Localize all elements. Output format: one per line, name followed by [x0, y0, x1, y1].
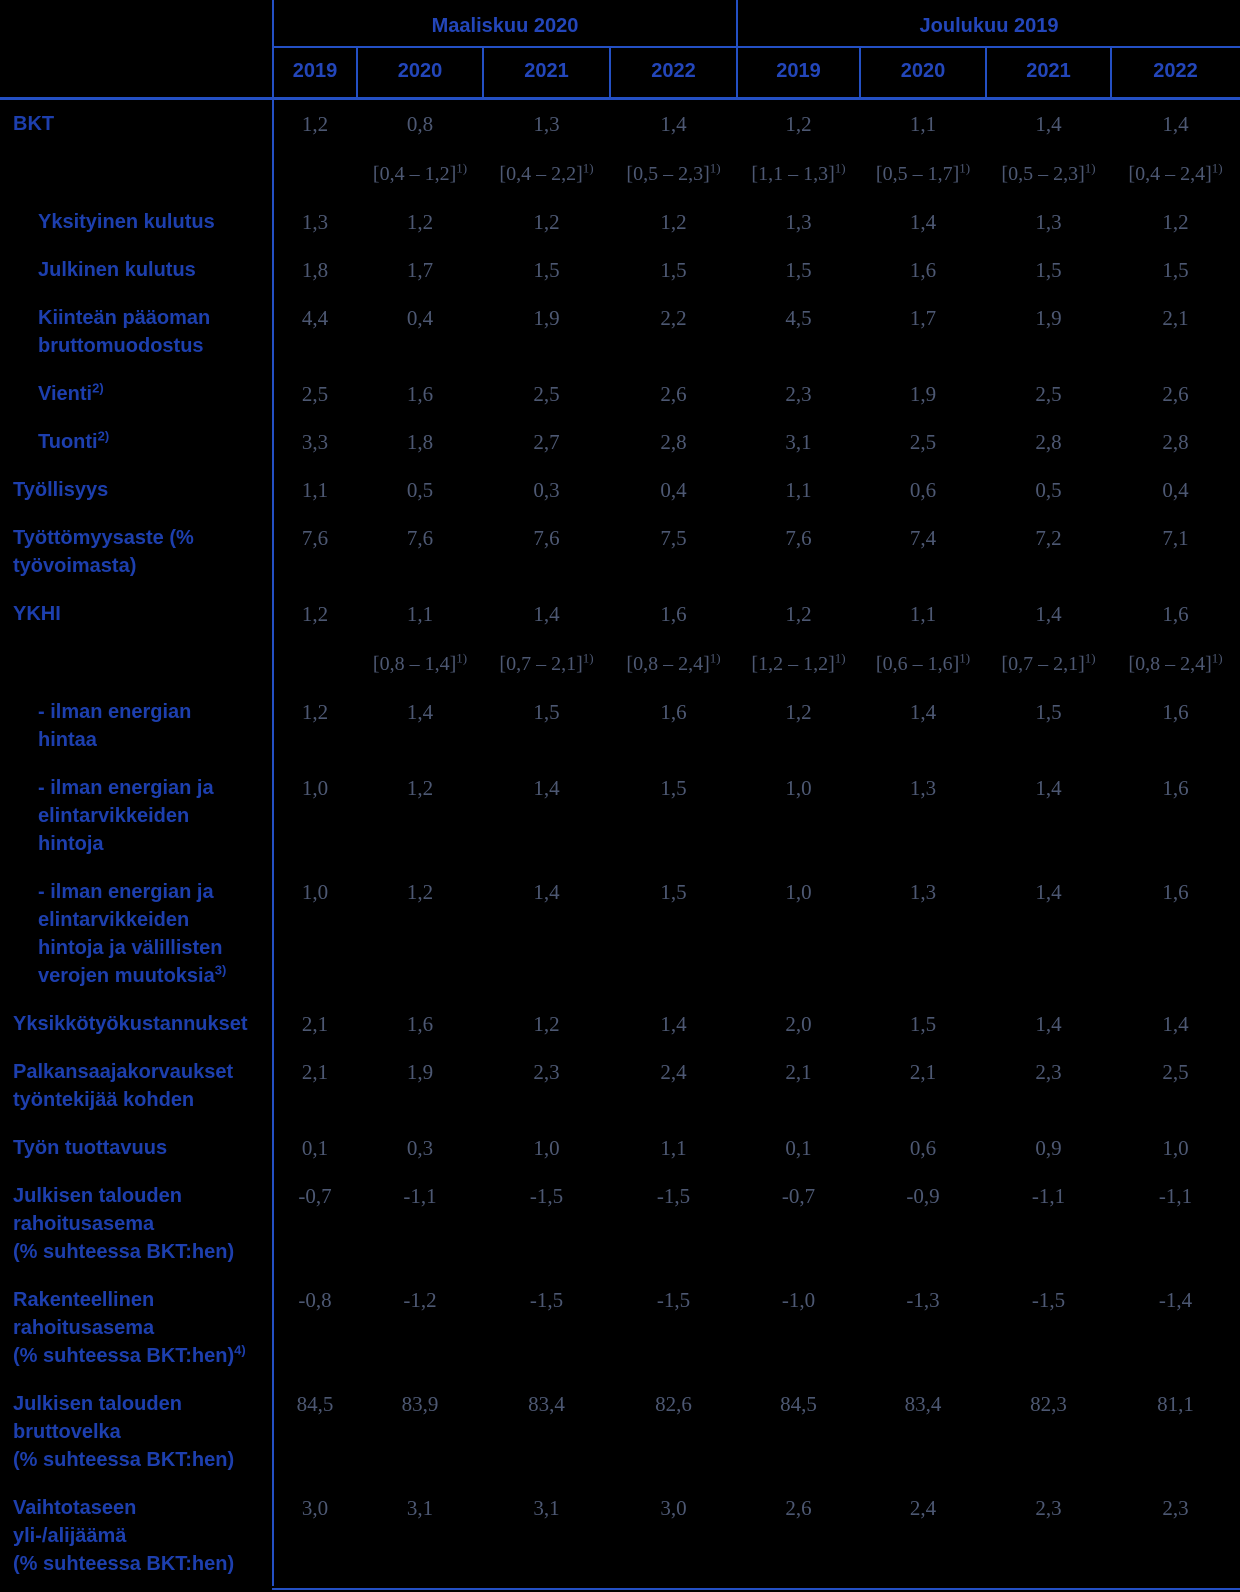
value-cell: 2,5: [301, 382, 329, 406]
value-cell: 2,6: [660, 382, 687, 406]
value-cell: 82,3: [1030, 1392, 1067, 1416]
row-values: [273, 774, 1240, 858]
row-label-line: Työllisyys: [13, 479, 109, 501]
value-cell: 1,0: [785, 776, 812, 800]
value-cell: 1,0: [785, 880, 812, 904]
row-label-line: elintarvikkeiden: [38, 909, 190, 931]
value-cell: 1,3: [785, 210, 812, 234]
value-cell: 0,5: [406, 478, 434, 502]
value-cell: 1,2: [785, 700, 812, 724]
value-cell: 2,1: [301, 1012, 329, 1036]
row-label: [0, 698, 273, 754]
footnote-marker: 2): [97, 428, 110, 444]
value-cell: 4,5: [785, 306, 812, 330]
footnote-marker: 1): [834, 160, 846, 176]
table-bottom-line: [272, 1588, 1240, 1590]
row-label-line: rahoitusasema: [13, 1317, 155, 1339]
value-cell: -1,0: [781, 1288, 816, 1312]
value-cell: 0,1: [301, 1136, 329, 1160]
value-cell: 1,0: [301, 880, 329, 904]
value-cell: 1,4: [1162, 1012, 1189, 1036]
year-header: 2022: [1153, 60, 1198, 82]
year-header: 2019: [292, 60, 338, 82]
footnote-marker: 2): [92, 380, 104, 396]
value-cell: 2,3: [785, 382, 812, 406]
row-label-line: Vienti$^{2)}$: [38, 380, 104, 405]
row-label-line: Rakenteellinen: [13, 1289, 155, 1311]
value-cell: -1,4: [1158, 1288, 1193, 1312]
value-cell: 2,6: [785, 1496, 812, 1520]
value-cell: 1,7: [909, 306, 937, 330]
row-label: [0, 380, 273, 408]
value-cell: 1,3: [909, 776, 937, 800]
value-cell: 82,6: [655, 1392, 692, 1416]
table-row: [0, 1010, 1240, 1038]
row-label-line: työvoimasta): [13, 555, 137, 577]
footnote-marker: 1): [1084, 650, 1096, 666]
range-cell: [0,5 – 2,3]$^{1)}$: [1001, 160, 1096, 185]
value-cell: 1,6: [660, 700, 687, 724]
row-values: [273, 304, 1240, 360]
value-cell: 0,6: [909, 478, 937, 502]
value-cell: 1,4: [533, 602, 560, 626]
range-cell: [1,2 – 1,2]$^{1)}$: [751, 650, 846, 675]
row-label-line: - ilman energian ja: [38, 881, 214, 903]
value-cell: 1,5: [660, 776, 687, 800]
row-values: [273, 256, 1240, 284]
value-cell: -1,1: [1031, 1184, 1066, 1208]
value-cell: 1,1: [785, 478, 812, 502]
table-row: [0, 476, 1240, 504]
value-cell: 2,6: [1162, 382, 1189, 406]
value-cell: 83,4: [528, 1392, 565, 1416]
value-cell: 2,1: [785, 1060, 812, 1084]
value-cell: 1,8: [406, 430, 434, 454]
value-cell: 84,5: [780, 1392, 817, 1416]
range-cell: [0,8 – 2,4]$^{1)}$: [1128, 650, 1223, 675]
value-cell: 1,4: [660, 112, 687, 136]
range-row: [0, 160, 1240, 188]
value-cell: 7,6: [406, 526, 434, 550]
row-label: [0, 600, 273, 628]
value-cell: 1,2: [1162, 210, 1189, 234]
footnote-marker: 1): [834, 650, 846, 666]
value-cell: 3,3: [301, 430, 329, 454]
value-cell: 0,8: [406, 112, 434, 136]
value-cell: -1,5: [656, 1288, 691, 1312]
table-row: [0, 428, 1240, 456]
value-cell: 3,1: [406, 1496, 434, 1520]
footnote-marker: 3): [214, 962, 227, 978]
value-cell: -0,8: [298, 1288, 332, 1312]
range-cell: [0,7 – 2,1]$^{1)}$: [1001, 650, 1096, 675]
value-cell: 0,4: [406, 306, 434, 330]
value-cell: 1,5: [660, 880, 687, 904]
value-cell: 1,5: [1035, 700, 1062, 724]
value-cell: 1,1: [660, 1136, 687, 1160]
value-cell: 1,2: [406, 880, 434, 904]
value-cell: 1,6: [1162, 776, 1189, 800]
value-cell: 1,4: [1035, 776, 1062, 800]
row-label-spacer: [0, 650, 273, 678]
row-label-line: Työn tuottavuus: [13, 1137, 168, 1159]
year-header: 2022: [651, 60, 696, 82]
row-values: [273, 524, 1240, 580]
row-label-line: verojen muutoksia$^{3)}$: [38, 962, 227, 987]
row-label-line: (% suhteessa BKT:hen): [13, 1553, 235, 1575]
value-cell: 1,4: [660, 1012, 687, 1036]
value-cell: 2,4: [909, 1496, 937, 1520]
year-header: 2020: [397, 60, 443, 82]
value-cell: 1,6: [406, 382, 434, 406]
row-label: [0, 1286, 273, 1370]
row-values: [273, 380, 1240, 408]
value-cell: 1,4: [533, 776, 560, 800]
value-cell: 1,9: [533, 306, 560, 330]
value-cell: 4,4: [301, 306, 329, 330]
value-cell: 1,2: [785, 602, 812, 626]
footnote-marker: 1): [1211, 650, 1223, 666]
value-cell: 1,5: [909, 1012, 937, 1036]
value-cell: -1,2: [403, 1288, 437, 1312]
table-row: [0, 1134, 1240, 1162]
value-cell: 7,5: [660, 526, 687, 550]
row-label: [0, 878, 273, 990]
value-cell: 1,2: [785, 112, 812, 136]
value-cell: 0,3: [533, 478, 560, 502]
value-cell: 1,8: [301, 258, 329, 282]
value-cell: 7,1: [1162, 526, 1189, 550]
value-cell: 2,1: [1162, 306, 1189, 330]
value-cell: 83,9: [401, 1392, 439, 1416]
value-cell: 0,9: [1035, 1136, 1062, 1160]
row-label-line: Palkansaajakorvaukset: [13, 1061, 234, 1083]
value-cell: 1,3: [301, 210, 329, 234]
value-cell: -0,7: [781, 1184, 816, 1208]
row-label: [0, 476, 273, 504]
value-cell: 0,3: [406, 1136, 434, 1160]
row-values: [273, 428, 1240, 456]
value-cell: 1,3: [533, 112, 560, 136]
footnote-marker: 1): [582, 650, 594, 666]
value-cell: 1,2: [301, 700, 329, 724]
row-label-line: hintoja: [38, 833, 104, 855]
value-cell: 1,0: [533, 1136, 560, 1160]
table-row: [0, 878, 1240, 990]
value-cell: 1,9: [1035, 306, 1062, 330]
footnote-marker: 1): [709, 650, 721, 666]
value-cell: -1,5: [656, 1184, 691, 1208]
row-label-line: (% suhteessa BKT:hen): [13, 1241, 235, 1263]
value-cell: 1,6: [1162, 602, 1189, 626]
range-cell: [273, 650, 357, 678]
value-cell: 83,4: [904, 1392, 942, 1416]
value-cell: 1,4: [533, 880, 560, 904]
row-label: [0, 256, 273, 284]
value-cell: 1,6: [1162, 880, 1189, 904]
value-cell: 7,6: [301, 526, 329, 550]
table-row: [0, 698, 1240, 754]
footnote-marker: 1): [456, 650, 468, 666]
row-values: [273, 1182, 1240, 1266]
table-row: [0, 256, 1240, 284]
value-cell: 1,4: [1035, 112, 1062, 136]
row-label-line: Yksityinen kulutus: [38, 211, 215, 233]
footnote-marker: 4): [234, 1342, 246, 1358]
range-cell: [0,4 – 2,4]$^{1)}$: [1128, 160, 1223, 185]
value-cell: 1,4: [909, 700, 937, 724]
row-label: [0, 524, 273, 580]
value-cell: 1,1: [301, 478, 329, 502]
row-label: [0, 110, 273, 138]
value-cell: -1,5: [1031, 1288, 1066, 1312]
footnote-marker: 1): [709, 160, 721, 176]
value-cell: 2,2: [660, 306, 687, 330]
value-cell: 2,3: [1162, 1496, 1189, 1520]
value-cell: 0,4: [660, 478, 687, 502]
row-label-line: Työttömyysaste (%: [13, 527, 194, 549]
value-cell: 2,4: [660, 1060, 687, 1084]
value-cell: 2,5: [533, 382, 560, 406]
table-row: [0, 774, 1240, 858]
row-range-values: [273, 160, 1240, 188]
value-cell: 1,7: [406, 258, 434, 282]
value-cell: 2,3: [533, 1060, 560, 1084]
range-cell: [0,4 – 2,2]$^{1)}$: [499, 160, 594, 185]
range-cell: [273, 160, 357, 188]
row-label-line: bruttomuodostus: [38, 335, 204, 357]
value-cell: -0,7: [298, 1184, 332, 1208]
value-cell: 2,0: [785, 1012, 812, 1036]
row-label-line: hintaa: [38, 729, 97, 751]
table-body: [0, 99, 1240, 1578]
row-label: [0, 1390, 273, 1474]
row-values: [273, 1494, 1240, 1578]
value-cell: 1,1: [406, 602, 434, 626]
table-row: [0, 304, 1240, 360]
row-label: [0, 1134, 273, 1162]
range-cell: [0,8 – 1,4]$^{1)}$: [372, 650, 468, 675]
row-label-line: elintarvikkeiden: [38, 805, 190, 827]
row-label-line: Tuonti$^{2)}$: [38, 428, 110, 453]
range-cell: [0,7 – 2,1]$^{1)}$: [499, 650, 594, 675]
row-values: [273, 1390, 1240, 1474]
section-header-joulukuu: Joulukuu 2019: [919, 15, 1059, 37]
value-cell: 1,2: [660, 210, 687, 234]
range-cell: [0,4 – 1,2]$^{1)}$: [372, 160, 468, 185]
value-cell: -1,5: [529, 1184, 564, 1208]
value-cell: 2,8: [1162, 430, 1189, 454]
value-cell: 3,1: [533, 1496, 560, 1520]
row-range-values: [273, 650, 1240, 678]
value-cell: 7,6: [533, 526, 560, 550]
row-label-line: bruttovelka: [13, 1421, 121, 1443]
row-values: [273, 110, 1240, 138]
row-label: [0, 1010, 273, 1038]
value-cell: 1,5: [1035, 258, 1062, 282]
value-cell: 1,2: [301, 602, 329, 626]
row-values: [273, 1134, 1240, 1162]
value-cell: 0,6: [909, 1136, 937, 1160]
row-values: [273, 1286, 1240, 1370]
range-cell: [1,1 – 1,3]$^{1)}$: [751, 160, 846, 185]
range-cell: [0,5 – 1,7]$^{1)}$: [875, 160, 971, 185]
value-cell: 3,0: [301, 1496, 329, 1520]
value-cell: 2,8: [1035, 430, 1062, 454]
row-label-spacer: [0, 160, 273, 188]
row-label: [0, 428, 273, 456]
year-header: 2020: [900, 60, 946, 82]
table-row: [0, 600, 1240, 628]
value-cell: -1,5: [529, 1288, 564, 1312]
row-values: [273, 878, 1240, 990]
value-cell: 84,5: [296, 1392, 334, 1416]
value-cell: 3,1: [785, 430, 812, 454]
value-cell: 7,2: [1035, 526, 1062, 550]
row-label-line: YKHI: [13, 603, 61, 625]
table-row: [0, 1182, 1240, 1266]
value-cell: 81,1: [1157, 1392, 1194, 1416]
row-label-line: Julkisen talouden: [13, 1185, 182, 1207]
value-cell: 2,7: [533, 430, 560, 454]
value-cell: 1,5: [785, 258, 812, 282]
table-row: [0, 208, 1240, 236]
value-cell: 1,6: [406, 1012, 434, 1036]
value-cell: 2,1: [301, 1060, 329, 1084]
table-row: [0, 524, 1240, 580]
value-cell: 1,0: [1162, 1136, 1189, 1160]
year-header: 2019: [776, 60, 821, 82]
value-cell: 1,2: [406, 776, 434, 800]
year-header: 2021: [524, 60, 569, 82]
row-label-line: BKT: [13, 113, 55, 135]
value-cell: 1,6: [660, 602, 687, 626]
value-cell: 1,2: [406, 210, 434, 234]
value-cell: 1,4: [1035, 880, 1062, 904]
value-cell: 1,2: [533, 1012, 560, 1036]
row-label-line: Vaihtotaseen: [13, 1497, 137, 1519]
value-cell: 1,1: [909, 112, 937, 136]
value-cell: 1,9: [406, 1060, 434, 1084]
row-label-line: työntekijää kohden: [13, 1089, 195, 1111]
row-label-line: yli-/alijäämä: [13, 1525, 127, 1547]
value-cell: 1,5: [533, 258, 560, 282]
row-label: [0, 304, 273, 360]
value-cell: 0,5: [1035, 478, 1062, 502]
table-row: [0, 1058, 1240, 1114]
value-cell: 2,5: [1162, 1060, 1189, 1084]
year-header: 2021: [1026, 60, 1071, 82]
table-row: [0, 1390, 1240, 1474]
value-cell: 3,0: [660, 1496, 687, 1520]
value-cell: 2,3: [1035, 1496, 1062, 1520]
value-cell: -0,9: [906, 1184, 940, 1208]
value-cell: -1,1: [1158, 1184, 1193, 1208]
row-values: [273, 1010, 1240, 1038]
row-label: [0, 1494, 273, 1578]
value-cell: 1,2: [301, 112, 329, 136]
row-values: [273, 600, 1240, 628]
section-header-maaliskuu: Maaliskuu 2020: [431, 15, 579, 37]
value-cell: 1,4: [1035, 602, 1062, 626]
value-cell: 1,4: [406, 700, 434, 724]
footnote-marker: 1): [959, 650, 971, 666]
value-cell: 1,4: [909, 210, 937, 234]
row-values: [273, 698, 1240, 754]
footnote-marker: 1): [456, 160, 468, 176]
value-cell: 2,3: [1035, 1060, 1062, 1084]
value-cell: 1,3: [909, 880, 937, 904]
value-cell: 1,9: [909, 382, 937, 406]
row-label: [0, 774, 273, 858]
footnote-marker: 1): [1211, 160, 1223, 176]
value-cell: 1,6: [1162, 700, 1189, 724]
table-row: [0, 380, 1240, 408]
value-cell: 7,4: [909, 526, 937, 550]
value-cell: 2,5: [1035, 382, 1062, 406]
value-cell: 2,8: [660, 430, 687, 454]
range-cell: [0,6 – 1,6]$^{1)}$: [875, 650, 971, 675]
table-row: [0, 1494, 1240, 1578]
row-label-line: rahoitusasema: [13, 1213, 155, 1235]
row-label-line: Yksikkötyökustannukset: [13, 1013, 248, 1035]
value-cell: 2,1: [909, 1060, 937, 1084]
footnote-marker: 1): [1084, 160, 1096, 176]
row-values: [273, 476, 1240, 504]
row-label: [0, 208, 273, 236]
row-label-line: Julkisen talouden: [13, 1393, 182, 1415]
value-cell: 1,5: [533, 700, 560, 724]
value-cell: 1,6: [909, 258, 937, 282]
value-cell: 1,4: [1035, 1012, 1062, 1036]
value-cell: 1,4: [1162, 112, 1189, 136]
value-cell: -1,1: [403, 1184, 437, 1208]
row-values: [273, 208, 1240, 236]
row-label-line: hintoja ja välillisten: [38, 937, 223, 959]
table-row: [0, 1286, 1240, 1370]
value-cell: 1,3: [1035, 210, 1062, 234]
row-label-line: - ilman energian ja: [38, 777, 214, 799]
range-row: [0, 650, 1240, 678]
value-cell: -1,3: [906, 1288, 940, 1312]
value-cell: 7,6: [785, 526, 812, 550]
row-label-line: Julkinen kulutus: [38, 259, 196, 281]
row-label-line: (% suhteessa BKT:hen): [13, 1449, 235, 1471]
value-cell: 2,5: [909, 430, 937, 454]
footnote-marker: 1): [959, 160, 971, 176]
value-cell: 1,5: [1162, 258, 1189, 282]
footnote-marker: 1): [582, 160, 594, 176]
row-values: [273, 1058, 1240, 1114]
value-cell: 1,2: [533, 210, 560, 234]
value-cell: 0,4: [1162, 478, 1189, 502]
row-label-line: - ilman energian: [38, 701, 192, 723]
row-label-line: (% suhteessa BKT:hen)$^{4)}$: [13, 1342, 246, 1367]
row-label-line: Kiinteän pääoman: [38, 307, 211, 329]
value-cell: 1,0: [301, 776, 329, 800]
table-row: [0, 110, 1240, 138]
range-cell: [0,8 – 2,4]$^{1)}$: [626, 650, 721, 675]
value-cell: 1,5: [660, 258, 687, 282]
value-cell: 1,1: [909, 602, 937, 626]
value-cell: 0,1: [785, 1136, 812, 1160]
row-label: [0, 1182, 273, 1266]
row-label: [0, 1058, 273, 1114]
range-cell: [0,5 – 2,3]$^{1)}$: [626, 160, 721, 185]
